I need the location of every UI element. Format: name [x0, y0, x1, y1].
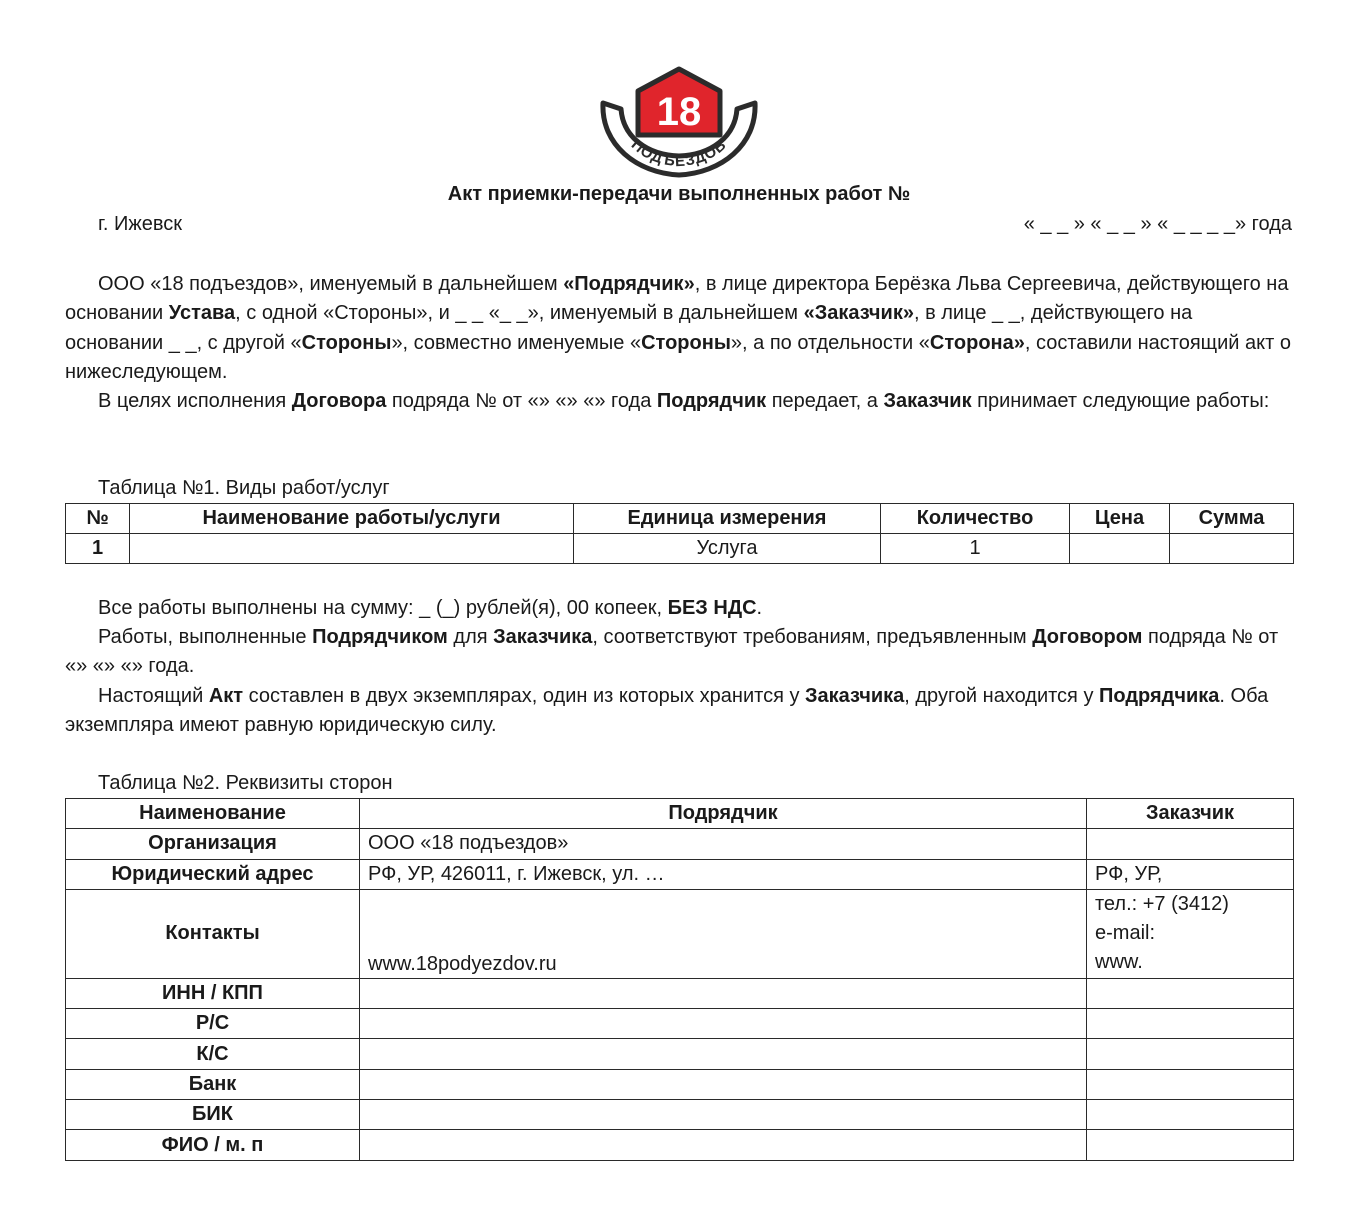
- col-header-name: Наименование работы/услуги: [130, 504, 574, 534]
- summary-paragraph-3: Настоящий Акт составлен в двух экземплярах, один из которых хранится у Заказчика, другой находится у Подрядчика. Оба экземпляра имеют равную юридическую силу.: [65, 685, 1269, 737]
- svg-text:ПОДЪЕЗДОВ: ПОДЪЕЗДОВ: [627, 136, 731, 171]
- city: г. Ижевск: [98, 213, 182, 235]
- summary-paragraph-2: Работы, выполненные Подрядчиком для Заказчика, соответствуют требованиям, предъявленным Договором подряда № от «» «» «» года.: [65, 626, 1279, 678]
- row-label: Контакты: [66, 889, 360, 978]
- row-label: Юридический адрес: [66, 859, 360, 889]
- cell-price: [1070, 534, 1170, 564]
- customer-email: e-mail:: [1095, 922, 1156, 945]
- col-header-sum: Сумма: [1170, 504, 1294, 534]
- customer-value: [1087, 1130, 1294, 1160]
- table-row: [66, 859, 1294, 889]
- col-header-contractor: Подрядчик: [360, 799, 1087, 829]
- col-header-unit: Единица измерения: [574, 504, 881, 534]
- table-row: [66, 1069, 1294, 1099]
- table-header-row: [66, 799, 1294, 829]
- customer-contacts: [1087, 889, 1294, 978]
- contractor-value: [360, 978, 1087, 1008]
- table-row: [66, 1130, 1294, 1160]
- row-label: ФИО / м. п: [66, 1130, 360, 1160]
- cell-quantity: 1: [881, 534, 1070, 564]
- intro-paragraph-2: В целях исполнения Договора подряда № от «» «» «» года Подрядчик передает, а Заказчик принимает следующие работы:: [98, 390, 1270, 412]
- customer-value: [1087, 978, 1294, 1008]
- contractor-value: [360, 1039, 1087, 1069]
- requisites-table: [65, 798, 1294, 1161]
- row-label: Р/С: [66, 1009, 360, 1039]
- col-header-price: Цена: [1070, 504, 1170, 534]
- contractor-value: РФ, УР, 426011, г. Ижевск, ул. …: [360, 859, 1087, 889]
- contractor-value: [360, 1009, 1087, 1039]
- col-header-label: Наименование: [66, 799, 360, 829]
- summary-paragraph-1: Все работы выполнены на сумму: _ (_) рублей(я), 00 копеек, БЕЗ НДС.: [98, 597, 763, 619]
- contractor-website: www.18podyezdov.ru: [360, 889, 1087, 978]
- customer-value: [1087, 829, 1294, 859]
- document-date: « _ _ » « _ _ » « _ _ _ _» года: [1023, 213, 1292, 235]
- table-row: [66, 1100, 1294, 1130]
- contractor-value: [360, 1069, 1087, 1099]
- table-row: [66, 1009, 1294, 1039]
- customer-value: [1087, 1069, 1294, 1099]
- col-header-quantity: Количество: [881, 504, 1070, 534]
- table-row: [66, 534, 1294, 564]
- cell-sum: [1170, 534, 1294, 564]
- cell-number: 1: [66, 534, 130, 564]
- table-row: [66, 978, 1294, 1008]
- document-title: Акт приемки-передачи выполненных работ №: [447, 183, 911, 205]
- table-header-row: [66, 504, 1294, 534]
- row-label: Банк: [66, 1069, 360, 1099]
- company-logo: [589, 63, 769, 181]
- cell-unit: Услуга: [574, 534, 881, 564]
- col-header-number: №: [66, 504, 130, 534]
- row-label: К/С: [66, 1039, 360, 1069]
- customer-website: www.: [1095, 951, 1143, 974]
- svg-text:18: 18: [656, 90, 702, 134]
- customer-value: [1087, 1009, 1294, 1039]
- table-row: [66, 889, 1294, 978]
- row-label: ИНН / КПП: [66, 978, 360, 1008]
- works-table: [65, 503, 1294, 564]
- customer-value: [1087, 1039, 1294, 1069]
- customer-value: РФ, УР,: [1087, 859, 1294, 889]
- contractor-value: [360, 1100, 1087, 1130]
- customer-phone: тел.: +7 (3412): [1095, 893, 1229, 916]
- table1-caption: Таблица №1. Виды работ/услуг: [98, 477, 390, 499]
- contractor-value: ООО «18 подъездов»: [360, 829, 1087, 859]
- table2-caption: Таблица №2. Реквизиты сторон: [98, 772, 393, 794]
- row-label: Организация: [66, 829, 360, 859]
- contractor-value: [360, 1130, 1087, 1160]
- cell-name: [130, 534, 574, 564]
- customer-value: [1087, 1100, 1294, 1130]
- intro-paragraph-1: ООО «18 подъездов», именуемый в дальнейшем «Подрядчик», в лице директора Берёзка Льва Сергеевича, действующего на основании Устава, с одной «Стороны», и _ _ «_ _», именуемый в дальнейшем «Заказчик», в лице _ _, действующего на основании _ _, с другой «Стороны», совместно именуемые «Стороны», а по отдельности «Сторона», составили настоящий акт о нижеследующем.: [65, 273, 1291, 383]
- table-row: [66, 829, 1294, 859]
- col-header-customer: Заказчик: [1087, 799, 1294, 829]
- row-label: БИК: [66, 1100, 360, 1130]
- table-row: [66, 1039, 1294, 1069]
